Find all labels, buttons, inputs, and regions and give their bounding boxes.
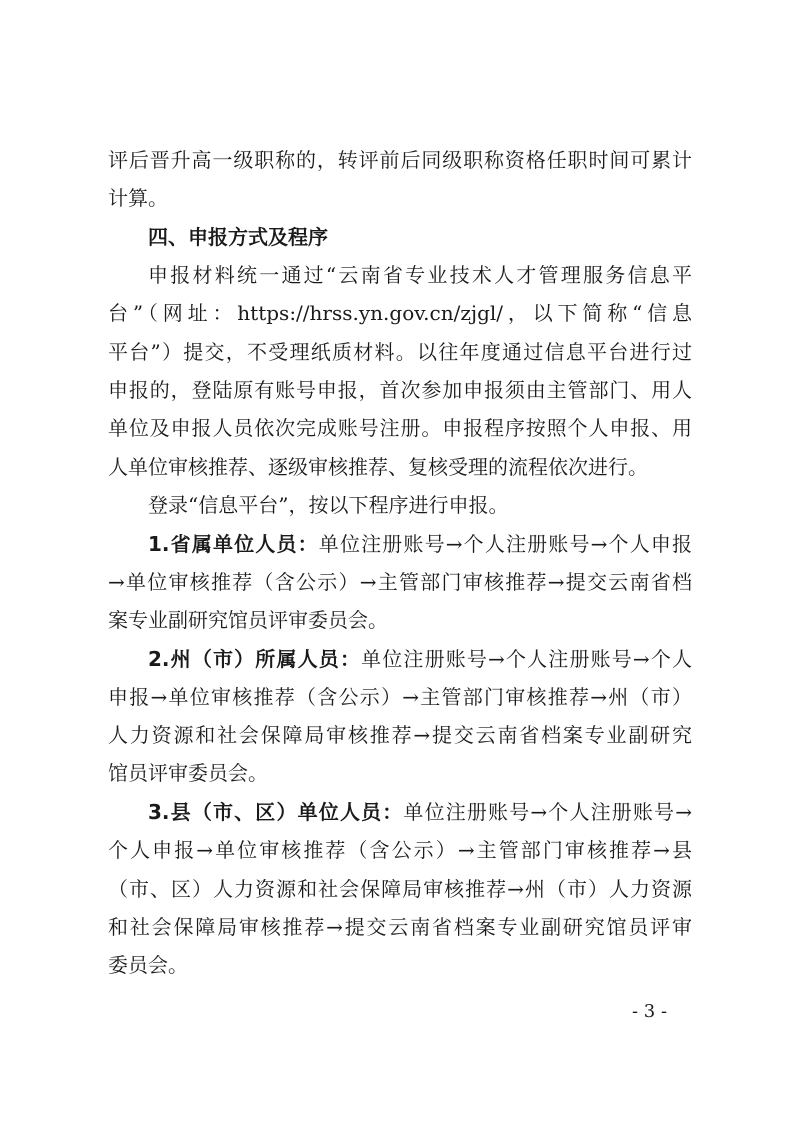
body-line: 馆员评审委员会。 — [108, 761, 268, 785]
body-line: 登录“信息平台”，按以下程序进行申报。 — [148, 493, 509, 517]
body-line: 人力资源和社会保障局审核推荐→提交云南省档案专业副研究 — [108, 723, 692, 747]
body-line: （市、区）人力资源和社会保障局审核推荐→州（市）人力资源 — [108, 877, 692, 901]
body-line: 案专业副研究馆员评审委员会。 — [108, 608, 388, 632]
item-label: 1.省属单位人员： — [148, 532, 319, 556]
page-number: - 3 - — [632, 1001, 668, 1022]
body-line: 计算。 — [108, 186, 168, 210]
body-line — [148, 797, 692, 827]
item-label: 2.州（市）所属人员： — [148, 647, 362, 671]
body-line: 和社会保障局审核推荐→提交云南省档案专业副研究馆员评审 — [108, 915, 692, 939]
body-line: →单位审核推荐（含公示）→主管部门审核推荐→提交云南省档 — [108, 570, 692, 594]
body-line: 台”（网址：https://hrss.yn.gov.cn/zjgl/，以下简称“信息 — [108, 301, 692, 325]
item-text: 单位注册账号→个人注册账号→个人申报 — [318, 532, 692, 556]
item-text: 单位注册账号→个人注册账号→个人 — [361, 647, 692, 671]
body-line: 申报材料统一通过“云南省专业技术人才管理服务信息平 — [148, 263, 692, 287]
body-line: 单位及申报人员依次完成账号注册。申报程序按照个人申报、用 — [108, 416, 692, 440]
body-line: 人单位审核推荐、逐级审核推荐、复核受理的流程依次进行。 — [108, 455, 648, 479]
item-text: 单位注册账号→个人注册账号→ — [403, 800, 692, 824]
body-line: 申报→单位审核推荐（含公示）→主管部门审核推荐→州（市） — [108, 685, 692, 709]
body-line: 平台”）提交，不受理纸质材料。以往年度通过信息平台进行过 — [108, 340, 692, 364]
section-heading: 四、申报方式及程序 — [148, 225, 328, 249]
body-line: 申报的，登陆原有账号申报，首次参加申报须由主管部门、用人 — [108, 378, 692, 402]
item-label: 3.县（市、区）单位人员： — [148, 800, 404, 824]
body-line — [148, 529, 692, 559]
body-line — [148, 644, 692, 674]
body-line: 委员会。 — [108, 953, 188, 977]
body-line: 个人申报→单位审核推荐（含公示）→主管部门审核推荐→县 — [108, 838, 692, 862]
body-line: 评后晋升高一级职称的，转评前后同级职称资格任职时间可累计 — [108, 148, 692, 172]
